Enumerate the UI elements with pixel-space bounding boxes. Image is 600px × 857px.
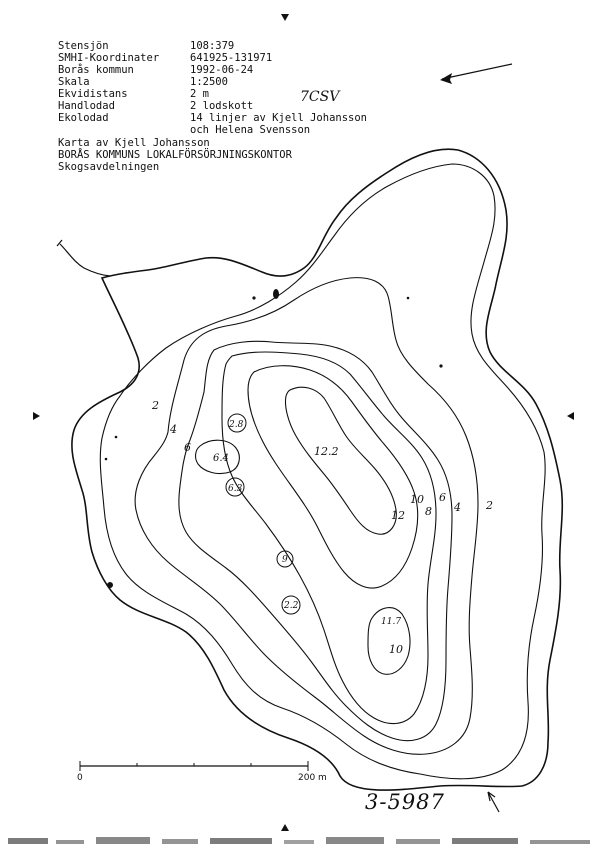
depth-sounding: 6.3 (228, 484, 243, 494)
depth-sounding: 11.7 (381, 617, 402, 627)
header-label: Skala (58, 76, 90, 88)
contour-label: 2 (486, 499, 493, 512)
header-value: och Helena Svensson (190, 124, 311, 136)
scan-noise-strip (8, 837, 590, 844)
handwritten-reference-number: 3-5987 (365, 790, 445, 814)
contour-label: 6 (184, 441, 191, 454)
header-value: 2 lodskott (190, 100, 254, 112)
rock-icon (439, 364, 442, 367)
header-label: Handlodad (58, 100, 115, 112)
header-label: Borås kommun (58, 64, 134, 76)
north-arrow-icon (440, 64, 512, 84)
contour-label: 4 (170, 423, 177, 436)
outflow-stream-icon (488, 792, 499, 812)
registration-mark-left (33, 412, 40, 420)
island-icon (273, 289, 279, 299)
contour-label: 4 (454, 501, 461, 514)
contour-label: 10 (389, 643, 403, 656)
contour-8m (222, 352, 436, 724)
header-label: Ekvidistans (58, 88, 128, 100)
header-value: 641925-131971 (190, 52, 273, 64)
contour-10m-north (248, 366, 418, 588)
registration-mark-bottom (281, 824, 289, 831)
rock-icon (107, 582, 113, 588)
rock-icon (115, 436, 118, 439)
contour-label: 12 (391, 509, 405, 522)
scale-bar (77, 761, 327, 783)
rock-icon (407, 297, 410, 300)
handwritten-initials: 7CSV (300, 89, 340, 105)
header-value: 1:2500 (190, 76, 228, 88)
scale-end-label: 200 m (298, 773, 327, 783)
contour-label: 10 (410, 493, 424, 506)
map-credit-office: BORÅS KOMMUNS LOKALFÖRSÖRJNINGSKONTOR (58, 149, 292, 161)
scale-start-label: 0 (77, 773, 83, 783)
header-value: 2 m (190, 88, 209, 100)
header-label: SMHI-Koordinater (58, 52, 160, 64)
contour-2m (100, 164, 545, 779)
rock-icon (105, 458, 108, 461)
header-label: Stensjön (58, 40, 109, 52)
contour-12m (285, 387, 396, 534)
inflow-stream-icon (57, 240, 110, 276)
header-value: 14 linjer av Kjell Johansson (190, 112, 368, 124)
header-value: 108:379 (190, 40, 235, 52)
header-value: 1992-06-24 (190, 64, 254, 76)
depth-sounding: 12.2 (314, 445, 339, 458)
header-label: Ekolodad (58, 112, 109, 124)
depth-sounding: 2.8 (229, 420, 244, 430)
registration-mark-top (281, 14, 289, 21)
registration-mark-right (567, 412, 574, 420)
depth-sounding: 6.4 (213, 453, 229, 464)
depth-sounding: 2.2 (284, 601, 299, 611)
map-credit-department: Skogsavdelningen (58, 161, 160, 173)
map-credit-author: Karta av Kjell Johansson (58, 137, 210, 149)
contour-label: 2 (152, 399, 159, 412)
contour-label: 8 (425, 505, 432, 518)
depth-sounding: 9 (282, 555, 288, 565)
rock-icon (252, 296, 255, 299)
contour-label: 6 (439, 491, 446, 504)
